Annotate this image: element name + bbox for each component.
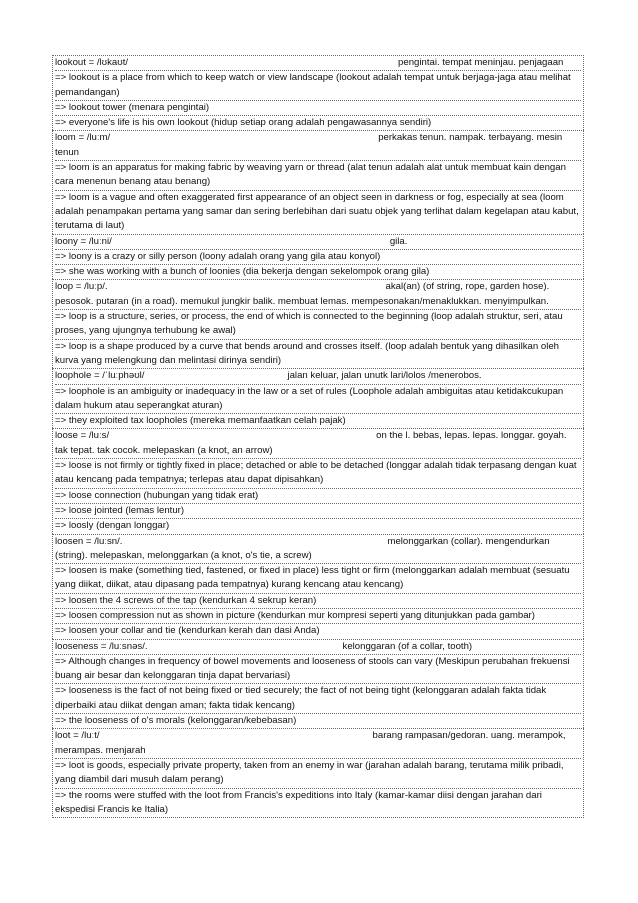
dictionary-document — [52, 55, 584, 818]
entry-example-line: => Although changes in frequency of bowel movements and looseness of stools can vary (Meskipun perubahan frekuensi buang air besar dan kelonggaran tinja dapat bervariasi) — [55, 654, 581, 684]
entry-example-line: => she was working with a bunch of loonies (dia bekerja dengan sekelompok orang gila) — [55, 264, 581, 279]
dictionary-entry — [52, 534, 584, 639]
entry-example-line: => the rooms were stuffed with the loot from Francis's expeditions into Italy (kamar-kamar diisi dengan jarahan dari ekspedisi Francis ke Italia) — [55, 788, 581, 818]
entry-header — [55, 235, 581, 249]
dictionary-entry — [52, 639, 584, 729]
entry-example-line: => loot is goods, especially private property, taken from an enemy in war (jarahan adalah barang, terutama milik pribadi, yang diambil dari musuh dalam perang) — [55, 758, 581, 788]
dictionary-entry — [52, 55, 584, 130]
entry-example-line: => the looseness of o's morals (kelonggaran/kebebasan) — [55, 713, 581, 728]
entry-example-line: => loop is a structure, series, or process, the end of which is connected to the beginning (loop adalah struktur, seri, atau proses, yang ujungnya terhubung ke awal) — [55, 309, 581, 339]
entry-headword: loop = /luːp/. — [55, 281, 108, 293]
entry-headword: loom = /luːm/ — [55, 132, 111, 144]
entry-header — [55, 280, 581, 309]
entry-headword: loony = /luːni/ — [55, 235, 112, 247]
entry-header — [55, 640, 581, 654]
entry-example-line: => loosen the 4 screws of the tap (kendurkan 4 sekrup keran) — [55, 593, 581, 608]
entry-header — [55, 429, 581, 458]
entry-header — [55, 131, 581, 160]
entry-example-line: => everyone's life is his own lookout (hidup setiap orang adalah pengawasannya sendiri) — [55, 115, 581, 130]
entry-translation: barang rampasan/gedoran. uang. merampok, merampas. menjarah — [55, 730, 566, 756]
entry-example-line: => loose connection (hubungan yang tidak erat) — [55, 488, 581, 503]
entry-example-line: => loophole is an ambiguity or inadequacy in the law or a set of rules (Loophole adalah ambiguitas atau ketidakcukupan dalam hukum atau seperangkat aturan) — [55, 384, 581, 414]
entry-example-line: => loosen is make (something tied, fastened, or fixed in place) less tight or firm (melonggarkan adalah membuat (sesuatu yang diikat, diikat, atau dipasang pada tempatnya) kurang kencang atau kencang) — [55, 563, 581, 593]
entry-example-line: => they exploited tax loopholes (mereka memanfaatkan celah pajak) — [55, 413, 581, 428]
entry-translation: on the l. bebas, lepas. lepas. longgar. goyah. tak tepat. tak cocok. melepaskan (a knot, an arrow) — [55, 430, 567, 456]
dictionary-entry — [52, 428, 584, 533]
entry-translation: melonggarkan (collar). mengendurkan (string). melepaskan, melonggarkan (a knot, o's tie, a screw) — [55, 535, 550, 561]
entry-header — [55, 369, 581, 383]
entry-header — [55, 729, 581, 758]
entry-example-line: => loop is a shape produced by a curve that bends around and crosses itself. (loop adalah bentuk yang dihasilkan oleh kurva yang melengkung dan melintasi dirinya sendiri) — [55, 339, 581, 369]
dictionary-entry — [52, 279, 584, 368]
entry-header — [55, 56, 581, 70]
entry-example-line: => lookout is a place from which to keep watch or view landscape (lookout adalah tempat untuk berjaga-jaga atau melihat pemandangan) — [55, 70, 581, 100]
dictionary-entry — [52, 728, 584, 818]
entry-translation: pengintai. tempat meninjau. penjagaan — [398, 57, 564, 68]
dictionary-entry — [52, 130, 584, 233]
entry-headword: loosen = /luːsn/. — [55, 535, 123, 547]
entry-translation: kelonggaran (of a collar, tooth) — [342, 640, 473, 652]
entry-translation: perkakas tenun. nampak. terbayang. mesin tenun — [55, 132, 563, 158]
entry-example-line: => looseness is the fact of not being fixed or tied securely; the fact of not being tight (kelonggaran adalah fakta tidak diperbaiki atau diikat dengan aman; fakta tidak kencang) — [55, 683, 581, 713]
entry-example-line: => loosen compression nut as shown in picture (kendurkan mur kompresi seperti yang ditunjukkan pada gambar) — [55, 608, 581, 623]
entry-example-line: => loosly (dengan longgar) — [55, 518, 581, 533]
entry-example-line: => loosen your collar and tie (kendurkan kerah dan dasi Anda) — [55, 623, 581, 638]
entry-header — [55, 535, 581, 564]
entry-example-line: => loom is an apparatus for making fabric by weaving yarn or thread (alat tenun adalah alat untuk membuat kain dengan cara menenun benang atau benang) — [55, 160, 581, 190]
entry-example-line: => loom is a vague and often exaggerated first appearance of an object seen in darkness or fog, especially at sea (loom adalah penampakan pertama yang samar dan sering berlebihan dari suatu objek yang terlihat dalam kegelapan atau kabut, terutama di laut) — [55, 190, 581, 234]
entry-headword: looseness = /luːsnəs/. — [55, 640, 148, 652]
entry-example-line: => loony is a crazy or silly person (loony adalah orang yang gila atau konyol) — [55, 249, 581, 264]
entry-translation: akal(an) (of string, rope, garden hose). pesosok. putaran (in a road). memukul jungkir balik. membuat lemas. mempesonakan/menaklukkan. menyimpulkan. — [55, 281, 550, 307]
dictionary-entry — [52, 368, 584, 428]
entry-example-line: => lookout tower (menara pengintai) — [55, 100, 581, 115]
dictionary-entry — [52, 234, 584, 280]
entry-translation: gila. — [389, 235, 408, 247]
entry-translation: jalan keluar, jalan unutk lari/lolos /menerobos. — [287, 370, 482, 382]
entry-headword: loophole = /ˈluːphəʊl/ — [55, 370, 145, 382]
entry-headword: loose = /luːs/ — [55, 430, 110, 442]
entry-headword: loot = /luːt/ — [55, 730, 100, 742]
entry-example-line: => loose jointed (lemas lentur) — [55, 503, 581, 518]
entry-headword: lookout = /lʊkaʊt/ — [55, 57, 129, 68]
entry-example-line: => loose is not firmly or tightly fixed in place; detached or able to be detached (longgar adalah tidak terpasang dengan kuat atau kencang pada tempatnya; terlepas atau dapat dipisahkan) — [55, 458, 581, 488]
